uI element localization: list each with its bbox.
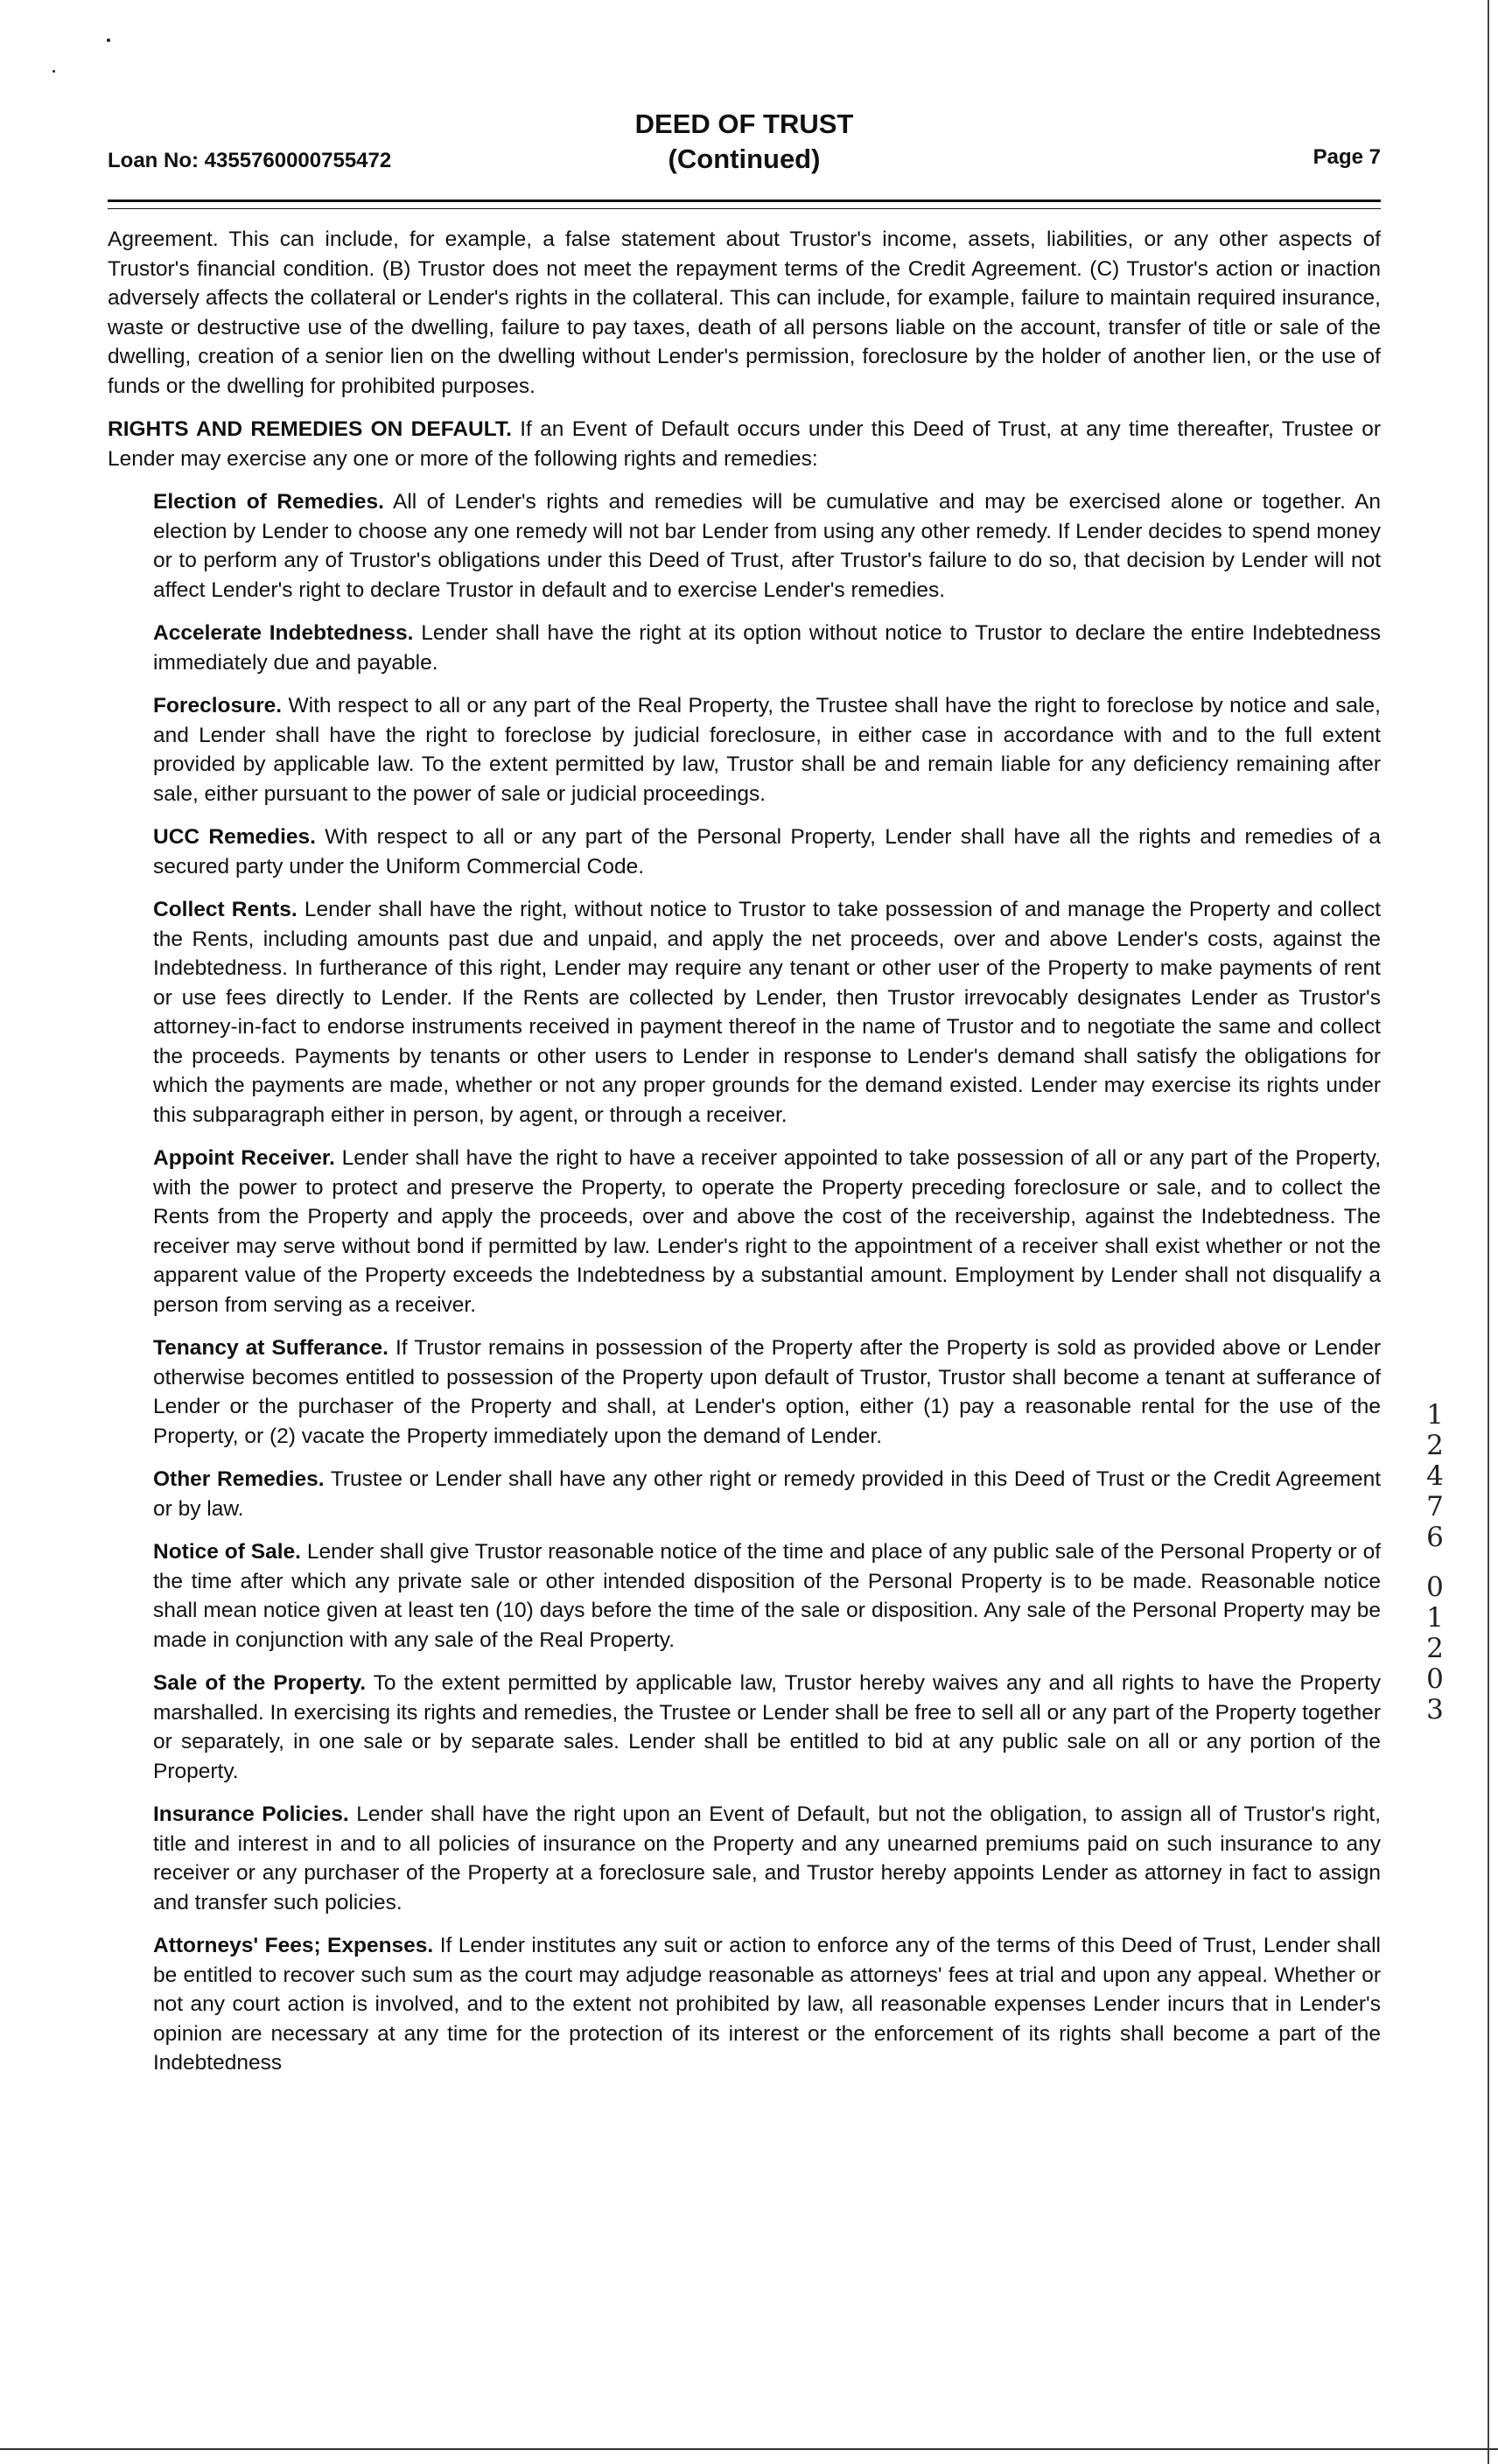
remedy-heading: Notice of Sale.	[153, 1540, 301, 1564]
remedy-text: All of Lender's rights and remedies will be cumulative and may be exercised alone or together. An election by Lender to choose any one remedy will not bar Lender from using any other remedy. If Lender decides to spend money or to perform any of Trustor's obligations under this Deed of Trust, after Trustor's failure to do so, that decision by Lender will not affect Lender's right to declare Trustor in default and to exercise Lender's remedies.	[153, 490, 1381, 602]
stamp-digit: 1	[1426, 1399, 1444, 1431]
stamp-digit: 2	[1426, 1633, 1444, 1664]
rights-section	[108, 415, 1381, 473]
section-text: If an Event of Default occurs under this Deed of Trust, at any time thereafter, Trustee or Lender may exercise any one or more of the following rights and remedies:	[108, 417, 1381, 471]
page-number: Page 7	[1312, 145, 1381, 169]
remedy-heading: Attorneys' Fees; Expenses.	[153, 1934, 434, 1957]
stamp-digit: 0	[1426, 1572, 1444, 1603]
stamp-digit: 1	[1426, 1602, 1444, 1634]
remedy-paragraph	[108, 1144, 1381, 1320]
remedy-paragraph	[108, 1537, 1381, 1655]
remedy-text: To the extent permitted by applicable law, Trustor hereby waives any and all rights to have the Property marshalled. In exercising its rights and remedies, the Trustee or Lender shall be free to sell all or any part of the Property together or separately, in one sale or by separate sales. Lender shall be entitled to bid at any public sale on all or any portion of the Property.	[153, 1671, 1382, 1783]
remedy-text: Lender shall have the right upon an Event of Default, but not the obligation, to assign all of Trustor's right, title and interest in and to all policies of insurance on the Property and any unearned premiums paid on such insurance to any receiver or any purchaser of the Property at a foreclosure sale, and Trustor hereby appoints Lender as attorney in fact to assign and transfer such policies.	[153, 1802, 1382, 1914]
intro-paragraph: Agreement. This can include, for example, a false statement about Trustor's income, assets, liabilities, or any other aspects of Trustor's financial condition. (B) Trustor does not meet the repayment terms of the Credit Agreement. (C) Trustor's action or inaction adversely affects the collateral or Lender's rights in the collateral. This can include, for example, failure to maintain required insurance, waste or destructive use of the dwelling, failure to pay taxes, death of all persons liable on the account, transfer of title or sale of the dwelling, creation of a senior lien on the dwelling without Lender's permission, foreclosure by the holder of another lien, or the use of funds or the dwelling for prohibited purposes.	[108, 228, 1381, 398]
remedy-paragraph	[108, 1669, 1381, 1786]
remedy-text: If Lender institutes any suit or action to enforce any of the terms of this Deed of Trust, Lender shall be entitled to recover such sum as the court may adjudge reasonable as attorneys' fees at trial and upon any appeal. Whether or not any court action is involved, and to the extent not prohibited by law, all reasonable expenses Lender incurs that in Lender's opinion are necessary at any time for the protection of its interest or the enforcement of its rights shall become a part of the Indebtedness	[153, 1934, 1381, 2075]
remedy-heading: UCC Remedies.	[153, 825, 316, 849]
remedy-heading: Appoint Receiver.	[153, 1146, 335, 1170]
remedy-paragraph	[108, 619, 1381, 677]
remedy-text: Lender shall have the right at its option without notice to Trustor to declare the entire Indebtedness immediately due and payable.	[153, 621, 1382, 675]
remedy-heading: Tenancy at Sufferance.	[153, 1336, 388, 1360]
remedy-text: With respect to all or any part of the Personal Property, Lender shall have all the rights and remedies of a secured party under the Uniform Commercial Code.	[153, 825, 1381, 878]
remedy-paragraph	[108, 487, 1381, 605]
remedy-paragraph	[108, 1800, 1381, 1917]
remedy-text: If Trustor remains in possession of the Property after the Property is sold as provided above or Lender otherwise becomes entitled to possession of the Property upon default of Trustor, Trustor shall become a tenant at sufferance of Lender or the purchaser of the Property and shall, at Lender's option, either (1) pay a reasonable rental for the use of the Property, or (2) vacate the Property immediately upon the demand of Lender.	[153, 1336, 1381, 1448]
stamp-digit: 2	[1426, 1430, 1444, 1461]
remedy-text: Lender shall have the right to have a receiver appointed to take possession of all or any part of the Property, with the power to protect and preserve the Property, to operate the Property preceding foreclosure or sale, and to collect the Rents from the Property and apply the proceeds, over and above the cost of the receivership, against the Indebtedness. The receiver may serve without bond if permitted by law. Lender's right to the appointment of a receiver shall exist whether or not the apparent value of the Property exceeds the Indebtedness by a substantial amount. Employment by Lender shall not disqualify a person from serving as a receiver.	[153, 1146, 1382, 1317]
side-stamp-number	[1418, 1400, 1452, 1726]
stamp-digit: 4	[1426, 1460, 1444, 1492]
header-divider	[108, 200, 1381, 202]
remedy-heading: Insurance Policies.	[153, 1802, 349, 1826]
remedy-text: Trustee or Lender shall have any other right or remedy provided in this Deed of Trust or the Credit Agreement or by law.	[153, 1467, 1381, 1521]
remedy-heading: Foreclosure.	[153, 694, 283, 718]
remedy-heading: Other Remedies.	[153, 1467, 325, 1491]
header-divider-thin	[108, 208, 1381, 209]
stamp-digit: 7	[1426, 1491, 1444, 1522]
remedy-text: Lender shall have the right, without notice to Trustor to take possession of and manage the Property and collect the Rents, including amounts past due and unpaid, and apply the net proceeds, over and above Lender's costs, against the Indebtedness. In furtherance of this right, Lender may require any tenant or other user of the Property to make payments of rent or use fees directly to Lender. If the Rents are collected by Lender, then Trustor irrevocably designates Lender as Trustor's attorney-in-fact to endorse instruments received in payment thereof in the name of Trustor and to negotiate the same and collect the proceeds. Payments by tenants or other users to Lender in response to Lender's demand shall satisfy the obligations for which the payments are made, whether or not any proper grounds for the demand existed. Lender may exercise its rights under this subparagraph either in person, by agent, or through a receiver.	[153, 898, 1381, 1127]
scan-edge-bottom	[0, 2448, 1498, 2450]
subtitle-text: (Continued)	[668, 144, 821, 174]
remedy-paragraph	[108, 895, 1381, 1130]
section-heading: RIGHTS AND REMEDIES ON DEFAULT.	[108, 417, 512, 441]
stamp-digit: 6	[1426, 1522, 1444, 1553]
remedy-heading: Election of Remedies.	[153, 490, 384, 514]
remedy-text: With respect to all or any part of the Real Property, the Trustee shall have the right to foreclose by notice and sale, and Lender shall have the right to foreclose by judicial foreclosure, in either case in accordance with and to the full extent provided by applicable law. To the extent permitted by law, Trustor shall be and remain liable for any deficiency remaining after sale, either pursuant to the power of sale or judicial proceedings.	[153, 694, 1381, 806]
remedy-heading: Collect Rents.	[153, 898, 298, 921]
remedy-heading: Sale of the Property.	[153, 1671, 367, 1695]
scan-edge-right	[1488, 0, 1489, 2464]
remedy-heading: Accelerate Indebtedness.	[153, 621, 414, 645]
scan-speck	[52, 70, 55, 73]
stamp-digit: 0	[1426, 1663, 1444, 1695]
document-title	[108, 107, 1381, 177]
remedy-paragraph	[108, 1334, 1381, 1451]
remedy-paragraph	[108, 1465, 1381, 1523]
loan-number: Loan No: 4355760000755472	[108, 149, 392, 172]
scan-speck	[107, 38, 110, 42]
remedy-paragraph	[108, 1931, 1381, 2078]
document-header	[108, 103, 1381, 182]
stamp-digit: 3	[1426, 1694, 1444, 1726]
remedy-paragraph	[108, 691, 1381, 808]
remedy-paragraph	[108, 822, 1381, 881]
document-body	[108, 225, 1381, 2092]
title-text: DEED OF TRUST	[634, 108, 854, 139]
remedy-text: Lender shall give Trustor reasonable notice of the time and place of any public sale of the Personal Property or of the time after which any private sale or other intended disposition of the Personal Property is to be made. Reasonable notice shall mean notice given at least ten (10) days before the time of the sale or disposition. Any sale of the Personal Property may be made in conjunction with any sale of the Real Property.	[153, 1540, 1382, 1652]
